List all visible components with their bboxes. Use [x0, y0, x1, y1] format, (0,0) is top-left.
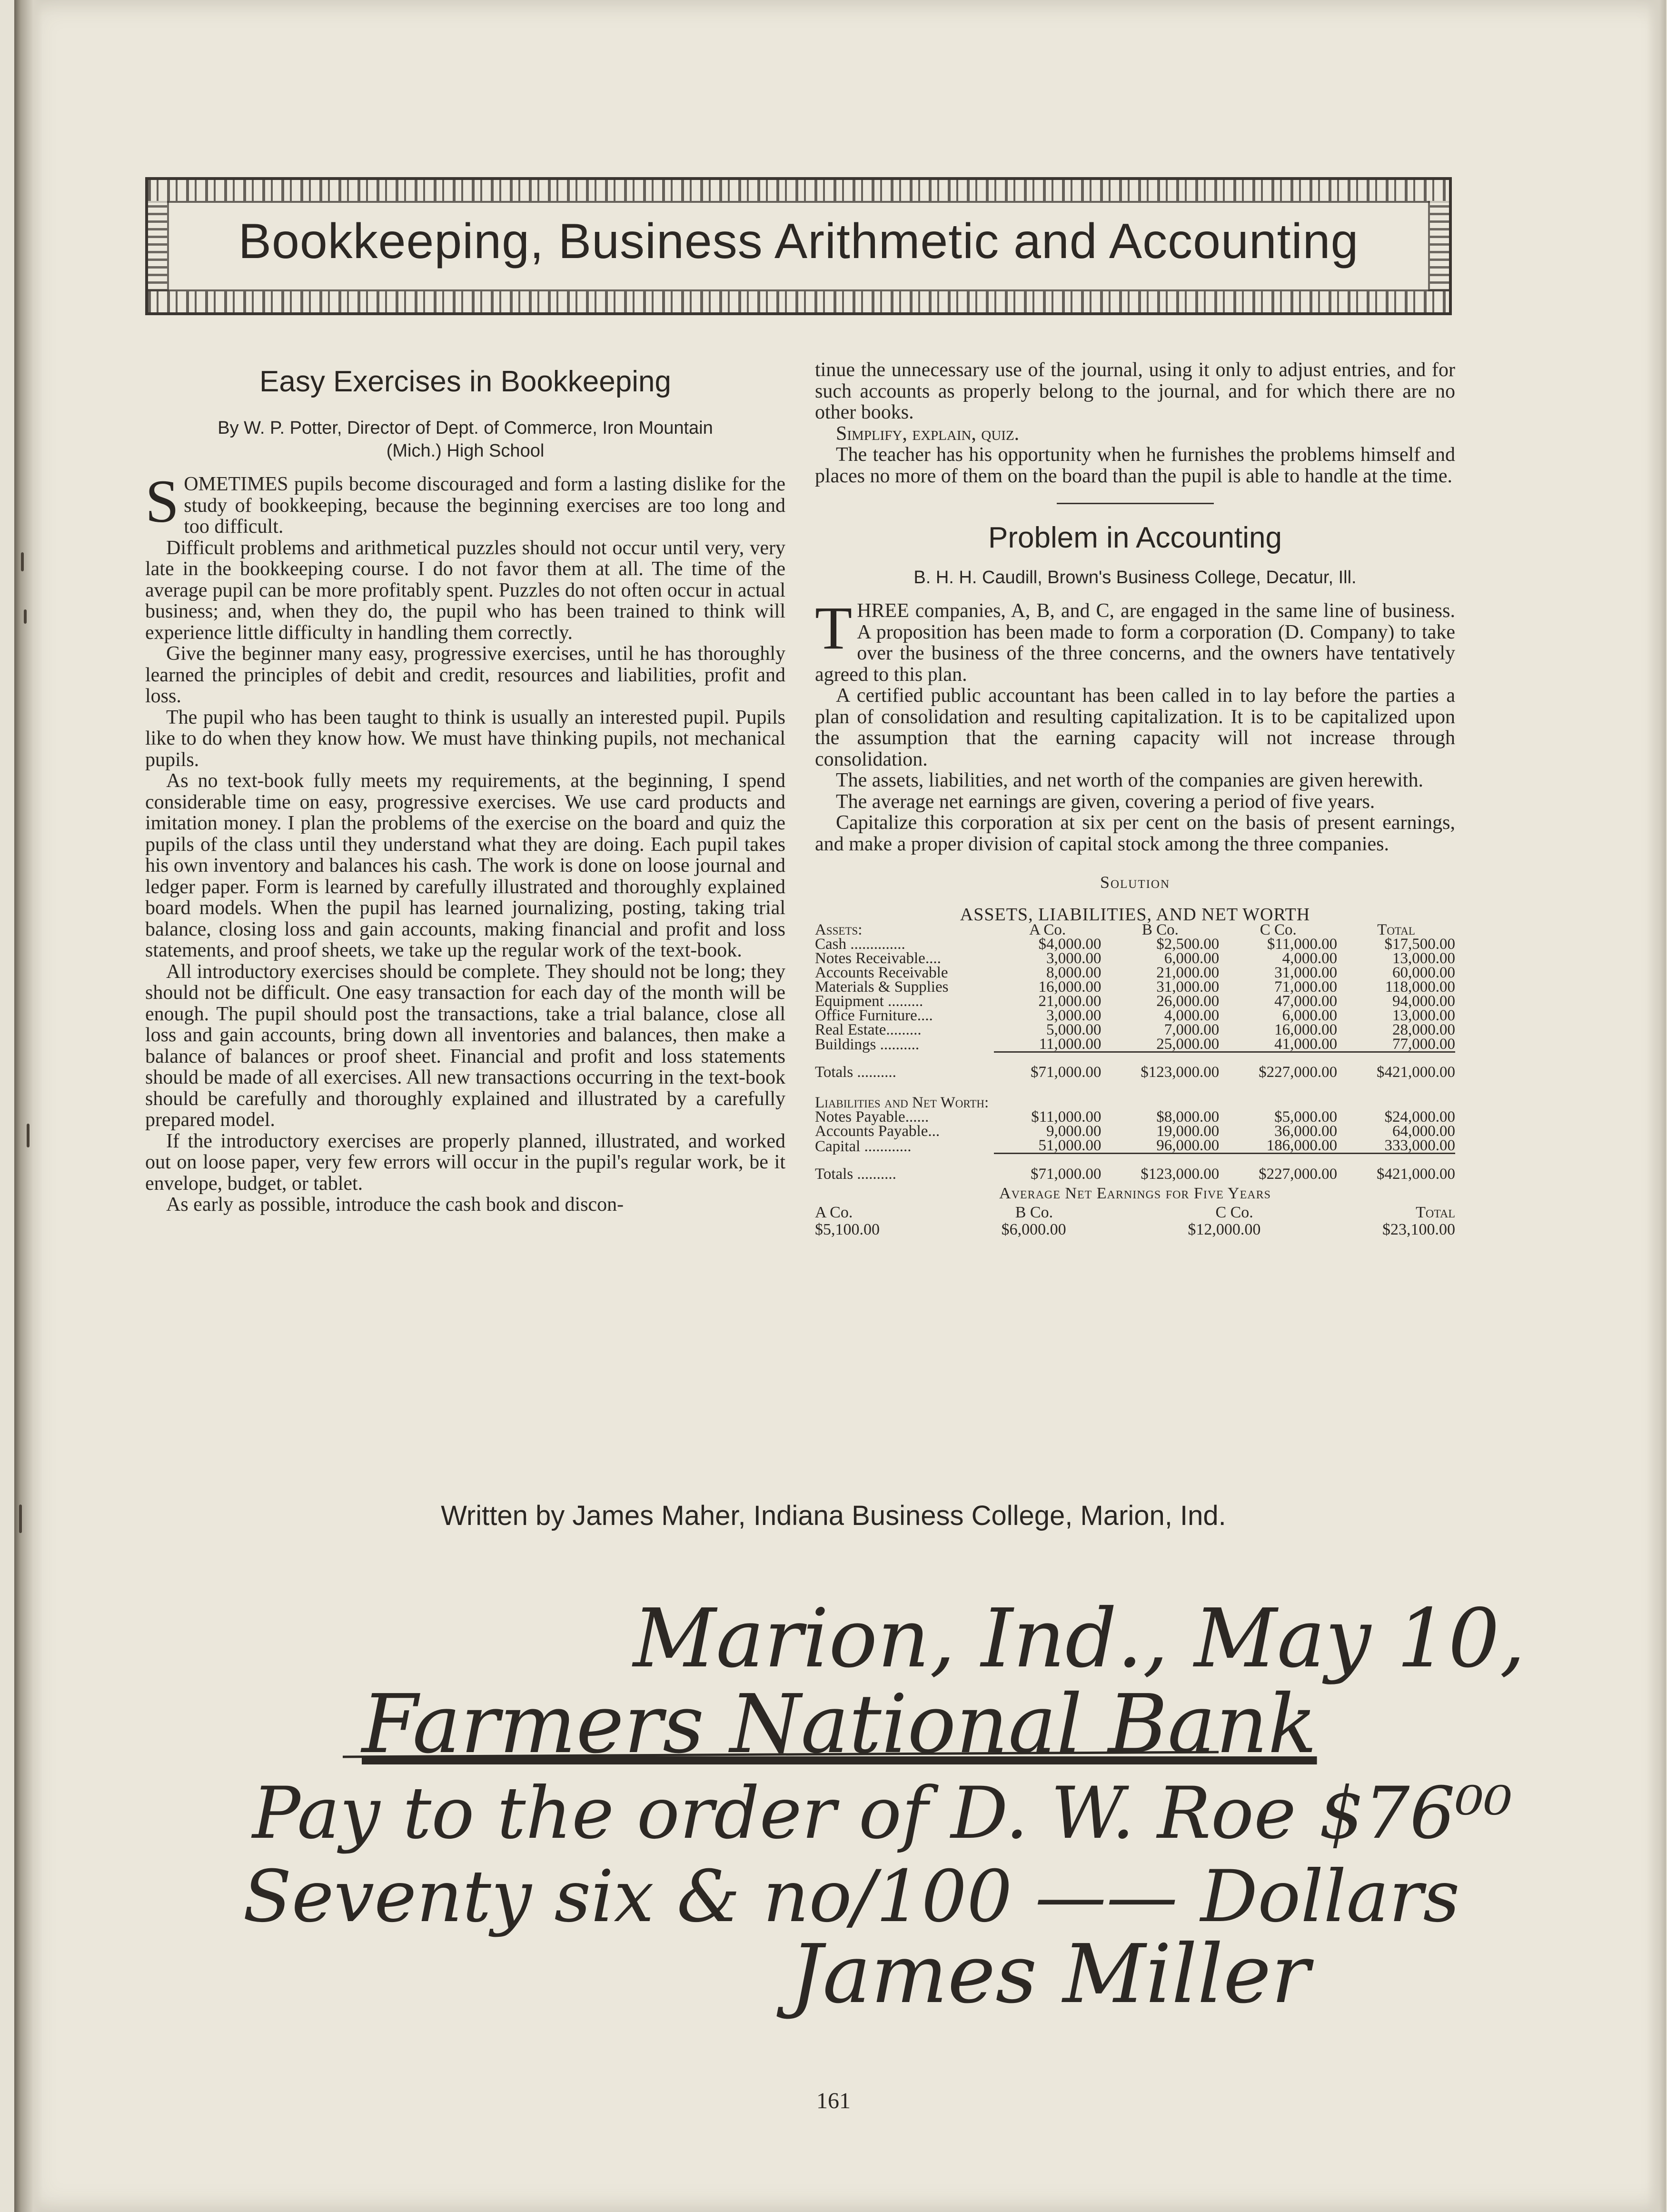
cell-value: 21,000.00 — [1038, 992, 1101, 1010]
paragraph: If the introductory exercises are properly planned, illustrated, and worked out on loose paper, very few errors will occur in the pupil's regular work, be it envelope, budget, or tablet. — [145, 1130, 785, 1195]
avg-value: $23,100.00 — [1382, 1221, 1455, 1238]
paragraph — [815, 594, 1455, 686]
page-number: 161 — [816, 2088, 851, 2113]
paragraph-text: OMETIMES pupils become discouraged and form a lasting dislike for the study of bookkeeping, because the beginning exercises are too long and too difficult. — [184, 473, 785, 538]
paragraph: As no text-book fully meets my requirements, at the beginning, I spend considerable time on easy, progressive exercises. We use card products and imitation money. I plan the problems of the exercise on the board and quiz the pupils of the class until they understand what they are doing. Each pupil takes his own inventory and balances his cash. The work is done on loose journal and ledger paper. Form is learned by carefully illustrated and thoroughly explained board models. When the pupil has learned journalizing, posting, taking trial balance, closing loss and gain accounts, making financial and profit and loss statements, and proof sheets, we take up the regular work of the text-book. — [145, 770, 785, 961]
row-label: Materials & Supplies — [815, 978, 949, 996]
margin-mark — [27, 1124, 30, 1147]
cell-value: 4,000.00 — [1164, 1006, 1220, 1024]
cell-value: 333,000.00 — [1384, 1137, 1455, 1154]
avg-label: B Co. — [1015, 1204, 1053, 1221]
cell-value: 31,000.00 — [1156, 978, 1220, 996]
cell-value: 41,000.00 — [1274, 1035, 1338, 1053]
row-label: Buildings .......... — [815, 1036, 920, 1053]
row-label: Accounts Payable... — [815, 1123, 940, 1140]
paragraph: Simplify, explain, quiz. — [836, 422, 1020, 445]
banner-ornament-top — [148, 180, 1449, 203]
article-byline: B. H. H. Caudill, Brown's Business College, Decatur, Ill. — [913, 568, 1357, 588]
cell-value: 13,000.00 — [1392, 1006, 1455, 1024]
row-label: Totals .......... — [815, 1064, 896, 1081]
cell-value: 3,000.00 — [1046, 949, 1101, 967]
paragraph: Give the beginner many easy, progressive exercises, until he has thoroughly learned the principles of debit and credit, resources and liabilities, profit and loss. — [145, 643, 785, 707]
section-title: Bookkeeping, Business Arithmetic and Accounting — [238, 214, 1359, 269]
article-title: Problem in Accounting — [988, 521, 1282, 554]
avg-earnings-values — [815, 1221, 1455, 1238]
paragraph: Capitalize this corporation at six per cent on the basis of present earnings, and make a proper division of capital stock among the three companies. — [815, 812, 1455, 855]
cell-value: $227,000.00 — [1219, 1154, 1337, 1181]
handwriting-specimen — [0, 1571, 1667, 2047]
cell-value: 77,000.00 — [1392, 1035, 1455, 1053]
paragraph: The assets, liabilities, and net worth of the companies are given herewith. — [836, 769, 1423, 791]
row-label: Cash .............. — [815, 935, 905, 953]
row-label: Notes Receivable.... — [815, 949, 941, 967]
drop-cap: T — [815, 594, 853, 662]
paragraph: tinue the unnecessary use of the journal, using it only to adjust entries, and for such accounts as properly belong to the journal, and for which there are no other books. — [815, 359, 1455, 423]
table-row — [815, 937, 1455, 951]
cell-value: 16,000.00 — [1038, 978, 1101, 996]
row-label: Office Furniture.... — [815, 1006, 933, 1024]
paragraph — [145, 468, 785, 538]
paragraph: The pupil who has been taught to think is usually an interested pupil. Pupils like to do when they know how. We must have thinking pupils, not mechanical pupils. — [145, 706, 785, 771]
cell-value: $11,000.00 — [1267, 935, 1338, 953]
script-line: Pay to the order of D. W. Roe $76⁰⁰ — [252, 1772, 1513, 1855]
section-banner — [145, 177, 1452, 315]
cell-value: 51,000.00 — [1038, 1137, 1101, 1154]
accounting-table — [815, 904, 1455, 1183]
cell-value: $17,500.00 — [1384, 935, 1455, 953]
cell-value: 13,000.00 — [1392, 949, 1455, 967]
cell-value: 186,000.00 — [1266, 1137, 1338, 1154]
cell-value: 6,000.00 — [1282, 1006, 1338, 1024]
byline-line: By W. P. Potter, Director of Dept. of Commerce, Iron Mountain — [218, 418, 713, 438]
cell-value: 8,000.00 — [1046, 964, 1101, 981]
avg-label: A Co. — [815, 1204, 853, 1221]
column-header: B Co. — [1141, 921, 1179, 938]
cell-value: 11,000.00 — [1039, 1035, 1101, 1053]
written-by-caption: Written by James Maher, Indiana Business College, Marion, Ind. — [441, 1500, 1226, 1531]
cell-value: 6,000.00 — [1164, 949, 1220, 967]
cell-value: 16,000.00 — [1274, 1021, 1338, 1038]
cell-value: 4,000.00 — [1282, 949, 1338, 967]
script-line: Seventy six & no/100 —— Dollars — [243, 1855, 1460, 1938]
row-label: Equipment ......... — [815, 992, 923, 1010]
cell-value: $227,000.00 — [1219, 1052, 1337, 1079]
paragraph: The teacher has his opportunity when he furnishes the problems himself and places no more of them on the board than the pupil is able to handle at the time. — [815, 444, 1455, 487]
cell-value: $4,000.00 — [1038, 935, 1101, 953]
cell-value: 36,000.00 — [1274, 1123, 1338, 1140]
script-line: Marion, Ind., May 10, — [633, 1592, 1526, 1686]
row-label: Capital ............ — [815, 1137, 912, 1155]
table-row — [815, 980, 1455, 994]
table-row — [815, 1023, 1455, 1037]
cell-value: $421,000.00 — [1337, 1052, 1455, 1079]
cell-value: $421,000.00 — [1337, 1154, 1455, 1181]
drop-cap: S — [145, 468, 179, 535]
table-row — [815, 966, 1455, 980]
table-spacer — [815, 1079, 1455, 1096]
cell-value: 26,000.00 — [1156, 992, 1220, 1010]
table-total-row — [815, 1154, 1455, 1181]
cell-value: $123,000.00 — [1101, 1154, 1219, 1181]
section-label: Liabilities and Net Worth: — [815, 1094, 989, 1111]
cell-value: $71,000.00 — [994, 1052, 1101, 1079]
table-section-row — [815, 1096, 1455, 1110]
column-header: C Co. — [1260, 921, 1297, 938]
paragraph: Difficult problems and arithmetical puzzles should not occur until very, very late in the bookkeeping course. I do not favor them at all. The time of the average pupil can be more profitably spent. Puzzles do not often occur in actual business; and, when they do, the pupil who has been trained to think will experience little difficulty in handling them correctly. — [145, 537, 785, 644]
cell-value: $11,000.00 — [1031, 1108, 1101, 1126]
row-label: Real Estate......... — [815, 1021, 922, 1038]
cell-value: 9,000.00 — [1046, 1123, 1101, 1140]
avg-value: $5,100.00 — [815, 1221, 880, 1238]
paragraph-text: HREE companies, A, B, and C, are engaged in the same line of business. A proposition has been made to form a corporation (D. Company) to take over the business of the three concerns, and the owners have tentatively agreed to this plan. — [815, 600, 1455, 686]
avg-earnings-title: Average Net Earnings for Five Years — [999, 1184, 1271, 1202]
cell-value: $5,000.00 — [1274, 1108, 1338, 1126]
solution-label: Solution — [1100, 873, 1171, 892]
table-row — [815, 1008, 1455, 1023]
margin-mark — [21, 552, 24, 571]
cell-value: 64,000.00 — [1392, 1123, 1455, 1140]
column-header: A Co. — [1029, 921, 1066, 938]
paragraph: The average net earnings are given, covering a period of five years. — [836, 790, 1375, 813]
byline-line: (Mich.) High School — [386, 441, 545, 461]
article-title: Easy Exercises in Bookkeeping — [259, 365, 671, 398]
table-row — [815, 994, 1455, 1008]
cell-value: 47,000.00 — [1274, 992, 1338, 1010]
cell-value: 71,000.00 — [1274, 978, 1338, 996]
cell-value: $123,000.00 — [1101, 1052, 1219, 1079]
table-header-row — [815, 923, 1455, 937]
paragraph: As early as possible, introduce the cash book and discon- — [166, 1194, 624, 1216]
paragraph: A certified public accountant has been called in to lay before the parties a plan of consolidation and resulting capitalization. It is to be capitalized upon the assumption that the earning capacity will not increase through consolidation. — [815, 685, 1455, 770]
paragraph: All introductory exercises should be complete. They should not be long; they should not be difficult. One easy transaction for each day of the month will be enough. The pupil should post the transactions, take a trial balance, close all loss and gain accounts, bring down all inventories and balances, then make a balance of balances or proof sheet. Financial and profit and loss statements should be made of all exercises. All new transactions occurring in the text-book should be carefully and thoroughly explained and illustrated by a carefully prepared model. — [145, 960, 785, 1131]
table-row — [815, 951, 1455, 966]
table-row — [815, 1110, 1455, 1124]
avg-value: $12,000.00 — [1188, 1221, 1261, 1238]
margin-mark — [24, 609, 27, 624]
cell-value: 118,000.00 — [1385, 978, 1455, 996]
avg-earnings-labels — [815, 1204, 1455, 1221]
cell-value: $8,000.00 — [1156, 1108, 1220, 1126]
article-byline — [145, 417, 785, 462]
cell-value: 25,000.00 — [1156, 1035, 1220, 1053]
table-title: ASSETS, LIABILITIES, AND NET WORTH — [960, 904, 1310, 925]
cell-value: 60,000.00 — [1392, 964, 1455, 981]
cell-value: 94,000.00 — [1392, 992, 1455, 1010]
row-label: Notes Payable...... — [815, 1108, 929, 1126]
cell-value: 21,000.00 — [1156, 964, 1220, 981]
table-row — [815, 1124, 1455, 1138]
section-label: Assets: — [815, 921, 863, 938]
cell-value: 28,000.00 — [1392, 1021, 1455, 1038]
script-line: James Miller — [790, 1927, 1310, 2022]
cell-value: 3,000.00 — [1046, 1006, 1101, 1024]
cell-value: $24,000.00 — [1384, 1108, 1455, 1126]
row-label: Totals .......... — [815, 1165, 896, 1183]
right-column — [815, 359, 1455, 1238]
cell-value: 96,000.00 — [1156, 1137, 1220, 1154]
cell-value: 19,000.00 — [1156, 1123, 1220, 1140]
cell-value: 7,000.00 — [1164, 1021, 1220, 1038]
banner-ornament-bottom — [148, 289, 1449, 312]
row-label: Accounts Receivable — [815, 964, 948, 981]
column-header: Total — [1377, 921, 1415, 938]
left-column — [145, 359, 785, 1216]
avg-value: $6,000.00 — [1001, 1221, 1066, 1238]
avg-label: Total — [1416, 1204, 1455, 1221]
cell-value: 5,000.00 — [1046, 1021, 1101, 1038]
table-row — [815, 1138, 1455, 1154]
script-line: Farmers National Bank — [362, 1677, 1317, 1772]
table-total-row — [815, 1052, 1455, 1079]
cell-value: $2,500.00 — [1156, 935, 1220, 953]
avg-label: C Co. — [1215, 1204, 1253, 1221]
cell-value: $71,000.00 — [994, 1154, 1101, 1181]
table-row — [815, 1037, 1455, 1052]
cell-value: 31,000.00 — [1274, 964, 1338, 981]
divider — [1057, 503, 1214, 504]
